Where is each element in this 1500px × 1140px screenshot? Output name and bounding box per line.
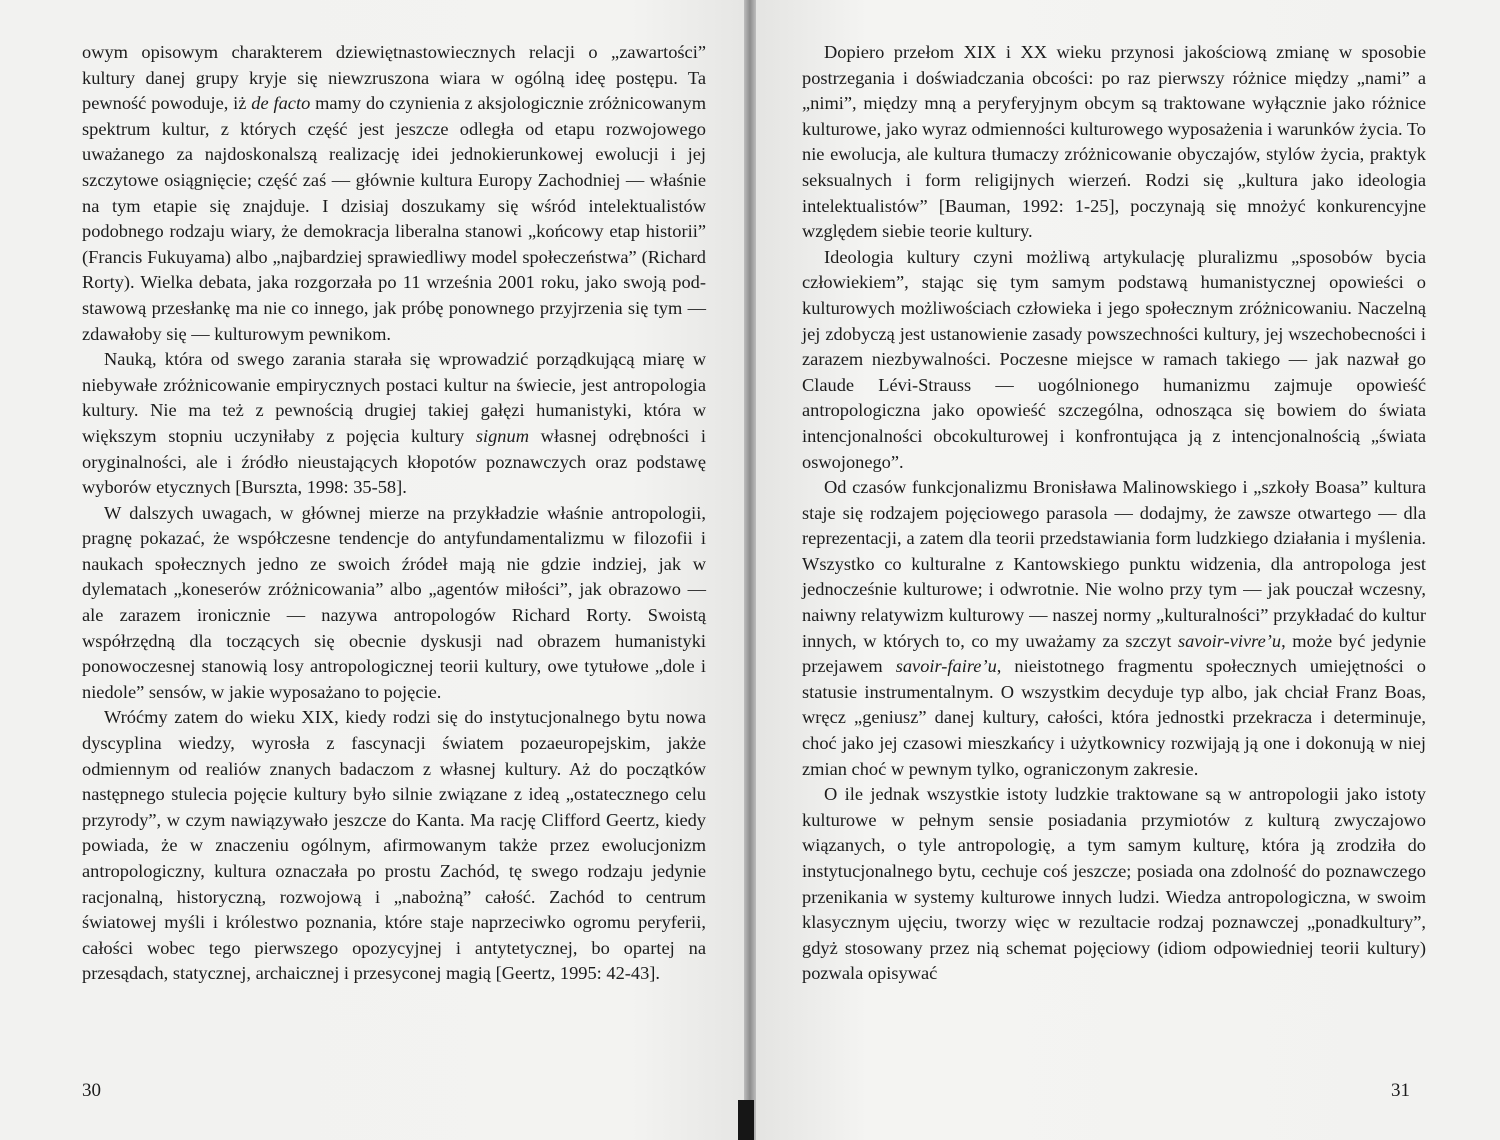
text-run: , może być jedynie przejawem <box>802 630 1426 677</box>
text-run: , nieistotnego fragmentu społecznych umiejętności o statusie instrumentalnym. O wszystkim decyduje typ albo, jak chciał Franz Boas, wręcz „geniusz” danej kultury, całości, która jednostki przekracza i determinuje, choć jako jej czasowi mieszkańcy i użytkownicy rozwijają ją one i dokonują w niej zmian choć w pewnym tylko, ograniczonym zakresie. <box>802 656 1426 779</box>
right-page-text <box>802 40 1426 987</box>
italic-term: de facto <box>251 93 311 114</box>
paragraph <box>82 40 706 347</box>
paragraph <box>802 782 1426 987</box>
text-run: Dopiero przełom XIX i XX wieku przynosi jakościową zmianę w sposobie postrzegania i doświadczania obcości: po raz pierwszy różnice między „nami” a „nimi”, między mną a peryferyjnym obcym są traktowane wyłącznie jako różnice kulturowe, jako wyraz odmienności kulturowego wyposażenia i warunków życia. To nie ewolucja, ale kultura tłumaczy zróżnicowanie obyczajów, stylów życia, praktyk seksualnych i form religijnych wierzeń. Rodzi się „kultura jako ideologia intelektualistów” [Bauman, 1992: 1-25], poczynają się mnożyć konkurencyjne względem siebie teorie kultury. <box>802 42 1426 242</box>
left-page <box>0 0 744 1140</box>
text-run: Nauką, która od swego zarania starała się wprowadzić porządkującą miarę w niebywałe zróżnicowanie empirycznych postaci kultur na świecie, jest antropologia kultury. Nie ma też z pewnością drugiej takiej gałęzi humanistyki, która w większym stopniu uczyniłaby z pojęcia kultury <box>82 349 706 446</box>
italic-term: savoir-vivre’u <box>1177 630 1282 651</box>
text-run: mamy do czynienia z aksjologicznie zróżnicowanym spektrum kultur, z których część jest jeszcze odległa od etapu rozwojowego uważanego za najdoskonalszą realizację idei jednokierunkowej ewolucji i jej szczytowe osiągnięcie; część zaś — głównie kultura Europy Zachodniej — właśnie na tym etapie się znajduje. I dzisiaj doszukamy się wśród intelektualistów podobnego rodzaju wiary, że demokracja liberalna stanowi „końcowy etap historii” (Francis Fukuyama) albo „najbardziej sprawiedliwy model społeczeństwa” (Richard Rorty). Wielka debata, jaka rozgorzała po 11 września 2001 roku, jako swoją podstawową przesłankę ma nie co innego, jak próbę ponownego przyjrzenia się tym — zdawałoby się — kulturowym pewnikom. <box>82 93 707 344</box>
text-run: W dalszych uwagach, w głównej mierze na przykładzie właśnie antropologii, pragnę pokazać, że współczesne tendencje do antyfundamentalizmu w filozofii i naukach społecznych jedno ze swoich źródeł mają nie gdzie indziej, jak w dylematach „koneserów zróżnicowania” albo „agentów miłości”, jak obrazowo — ale zarazem ironicznie — nazywa antropologów Richard Rorty. Swoistą współrzędną dla toczących się obecnie dyskusji nad obrazem humanistyki ponowoczesnej stanowią losy antropologicznej teorii kultury, owe tytułowe „dole i niedole” sensów, w jakie wyposażano to pojęcie. <box>82 502 706 702</box>
paragraph <box>802 40 1426 245</box>
paragraph <box>82 705 706 987</box>
text-run: Ideologia kultury czyni możliwą artykulację pluralizmu „sposobów bycia człowiekiem”, stając się tym samym podstawą humanistycznej opowieści o kulturowych możliwościach człowieka i jego społecznym zróżnicowaniu. Naczelną jej zdobyczą jest ustanowienie zasady powszechności kultury, jej wszechobecności i zarazem niezbywalności. Poczesne miejsce w ramach takiego — jak nazwał go Claude Lévi-Strauss — uogólnionego humanizmu zajmuje opowieść antropologiczna jako opowieść szczególna, odnosząca się bowiem do świata intencjonalności obcokulturowej i konfrontująca ją z intencjonalnością „świata oswojonego”. <box>802 246 1426 472</box>
italic-term: savoir-faire’u <box>895 656 997 677</box>
text-run: owym opisowym charakterem dziewiętnastowiecznych relacji o „zawartości” kultury danej grupy kryje się niewzruszona wiara w ogólną ideę postępu. Ta pewność powoduje, iż <box>82 42 706 114</box>
text-run: własnej odrębności i oryginalności, ale i źródło nieustających kłopotów poznawczych oraz podstawę wyborów etycznych [Burszta, 1998: 35-58]. <box>82 425 706 498</box>
right-page-number: 31 <box>1391 1080 1410 1101</box>
paragraph <box>82 501 706 706</box>
text-run: O ile jednak wszystkie istoty ludzkie traktowane są w antropologii jako istoty kulturowe w pełnym sensie posiadania przymiotów z kulturą zwyczajowo wiązanych, o tyle antropologię, a tym samym kulturę, która ją zrodziła do instytucjonalnego bytu, cechuje coś jeszcze; posiada ona zdolność do poznawczego przenikania w systemy kulturowe innych ludzi. Wiedza antropologiczna, w swoim klasycznym ujęciu, tworzy więc w rezultacie rodzaj poznawczej „ponadkultury”, gdyż stosowany przez nią schemat pojęciowy (idiom odpowiedniej teorii kultury) pozwala opisywać <box>802 784 1426 984</box>
italic-term: signum <box>475 425 529 446</box>
left-page-text <box>82 40 706 987</box>
text-run: Wróćmy zatem do wieku XIX, kiedy rodzi się do instytucjonalnego bytu nowa dyscyplina wiedzy, wyrosła z fascynacji światem pozaeuropejskim, jakże odmiennym od realiów znanych badaczom z własnej kultury. Aż do początków następnego stulecia pojęcie kultury było silnie związane z ideą „ostatecznego celu przyrody”, w czym nawiązywało jeszcze do Kanta. Ma rację Clifford Geertz, kiedy powiada, że w znaczeniu ogólnym, afirmowanym także przez ewolucjonizm antropologiczny, kultura oznaczała po prostu Zachód, tę swego rodzaju jedynie racjonalną, historyczną, rozwojową i „nabożną” całość. Zachód to centrum światowej myśli i królestwo poznania, które staje naprzeciwko ogromu peryferii, całości wobec tego pierwszego opozycyjnej i antytetycznej, bo opartej na przesądach, statycznej, archaicznej i przesyconej magią [Geertz, 1995: 42-43]. <box>82 707 706 984</box>
book-gutter <box>744 0 756 1140</box>
paragraph <box>802 245 1426 475</box>
paragraph <box>82 347 706 501</box>
right-page <box>756 0 1500 1140</box>
spine-mark <box>738 1100 754 1140</box>
left-page-number: 30 <box>82 1080 101 1101</box>
text-run: Od czasów funkcjonalizmu Bronisława Malinowskiego i „szkoły Boasa” kultura staje się rodzajem pojęciowego parasola — dodajmy, że zawsze otwartego — dla reprezentacji, a zatem dla teorii przedstawiania form ludzkiego działania i myślenia. Wszystko co kulturalne z Kantowskiego punktu widzenia, dla antropologa jest jednocześnie kulturowe; i odwrotnie. Nie wolno przy tym — jak pouczał wczesny, naiwny relatywizm kulturowy — naszej normy „kulturalności” przykładać do kultur innych, w których to, co my uważamy za szczyt <box>802 477 1426 651</box>
paragraph <box>802 475 1426 782</box>
